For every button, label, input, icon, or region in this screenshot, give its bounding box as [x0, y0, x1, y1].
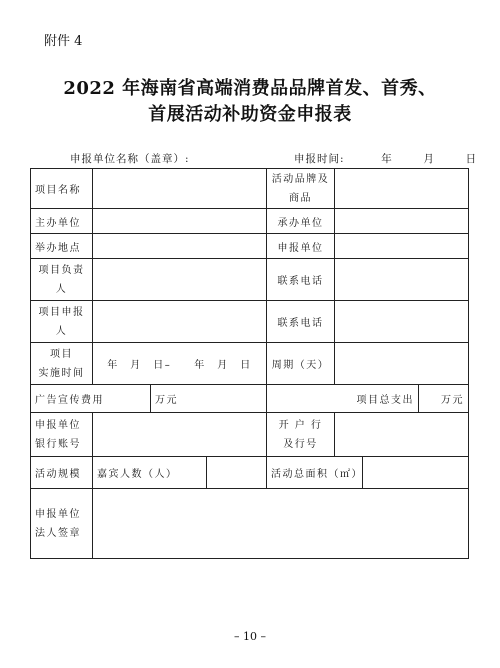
- apply-time-label: 申报时间:: [294, 153, 345, 165]
- apply-time-month: 月: [423, 153, 435, 165]
- cell-impl-time-label: 项目 实施时间: [31, 343, 93, 385]
- form-row-costs: [31, 385, 469, 413]
- form-row-project-name: [31, 169, 469, 209]
- application-form-table: [30, 168, 469, 559]
- cell-contact-phone-2-label: 联系电话: [267, 301, 335, 343]
- cell-area-label: 活动总面积（㎡）: [267, 457, 363, 489]
- cell-ad-cost-label: 广告宣传费用: [31, 385, 151, 413]
- cell-organizer-unit-label: 承办单位: [267, 209, 335, 234]
- cell-organizer-unit-value[interactable]: [335, 209, 469, 234]
- cell-legal-sign-value[interactable]: [93, 489, 469, 559]
- apply-time-day: 日: [465, 153, 478, 165]
- cell-bank-account-value[interactable]: [93, 413, 267, 457]
- form-row-venue: [31, 234, 469, 259]
- cell-brand-product-value[interactable]: [335, 169, 469, 209]
- cell-guests-value[interactable]: [207, 457, 267, 489]
- form-row-project-applicant: [31, 301, 469, 343]
- cell-project-name-label: 项目名称: [31, 169, 93, 209]
- apply-time-row: [294, 151, 477, 166]
- cell-bank-name-value[interactable]: [335, 413, 469, 457]
- cell-bank-name-label: 开 户 行 及行号: [267, 413, 335, 457]
- cell-total-cost-label: 项目总支出: [267, 385, 419, 413]
- cell-ad-cost-value[interactable]: [151, 385, 267, 413]
- cell-period-value[interactable]: [335, 343, 469, 385]
- cell-project-name-value[interactable]: [93, 169, 267, 209]
- total-cost-unit: 万元: [441, 395, 464, 406]
- cell-guests-label: 嘉宾人数（人）: [93, 457, 207, 489]
- cell-contact-phone-1-value[interactable]: [335, 259, 469, 301]
- cell-contact-phone-2-value[interactable]: [335, 301, 469, 343]
- cell-venue-value[interactable]: [93, 234, 267, 259]
- page-number: – 10 –: [234, 630, 266, 643]
- cell-project-lead-label: 项目负责 人: [31, 259, 93, 301]
- cell-host-unit-label: 主办单位: [31, 209, 93, 234]
- form-row-scale: [31, 457, 469, 489]
- cell-apply-unit-label: 申报单位: [267, 234, 335, 259]
- ad-cost-unit: 万元: [155, 395, 178, 406]
- cell-period-label: 周期（天）: [267, 343, 335, 385]
- cell-contact-phone-1-label: 联系电话: [267, 259, 335, 301]
- cell-scale-label: 活动规模: [31, 457, 93, 489]
- form-row-bank: [31, 413, 469, 457]
- attachment-label: 附件 4: [44, 34, 83, 49]
- applicant-unit-label: 申报单位名称（盖章）:: [70, 153, 190, 165]
- cell-total-cost-value[interactable]: [419, 385, 469, 413]
- cell-project-lead-value[interactable]: [93, 259, 267, 301]
- cell-brand-product-label: 活动品牌及 商品: [267, 169, 335, 209]
- cell-venue-label: 举办地点: [31, 234, 93, 259]
- cell-legal-sign-label: 申报单位 法人签章: [31, 489, 93, 559]
- form-row-legal-sign: [31, 489, 469, 559]
- cell-host-unit-value[interactable]: [93, 209, 267, 234]
- form-row-host-unit: [31, 209, 469, 234]
- apply-time-year: 年: [381, 153, 393, 165]
- form-title-line-1: 2022 年海南省高端消费品品牌首发、首秀、: [63, 78, 437, 99]
- cell-project-applicant-label: 项目申报 人: [31, 301, 93, 343]
- cell-impl-time-range[interactable]: 年 月 日– 年 月 日: [93, 343, 267, 385]
- form-row-project-lead: [31, 259, 469, 301]
- cell-project-applicant-value[interactable]: [93, 301, 267, 343]
- form-row-implementation-time: [31, 343, 469, 385]
- cell-apply-unit-value[interactable]: [335, 234, 469, 259]
- cell-area-value[interactable]: [363, 457, 469, 489]
- form-title-line-2: 首展活动补助资金申报表: [148, 104, 352, 125]
- cell-bank-account-label: 申报单位 银行账号: [31, 413, 93, 457]
